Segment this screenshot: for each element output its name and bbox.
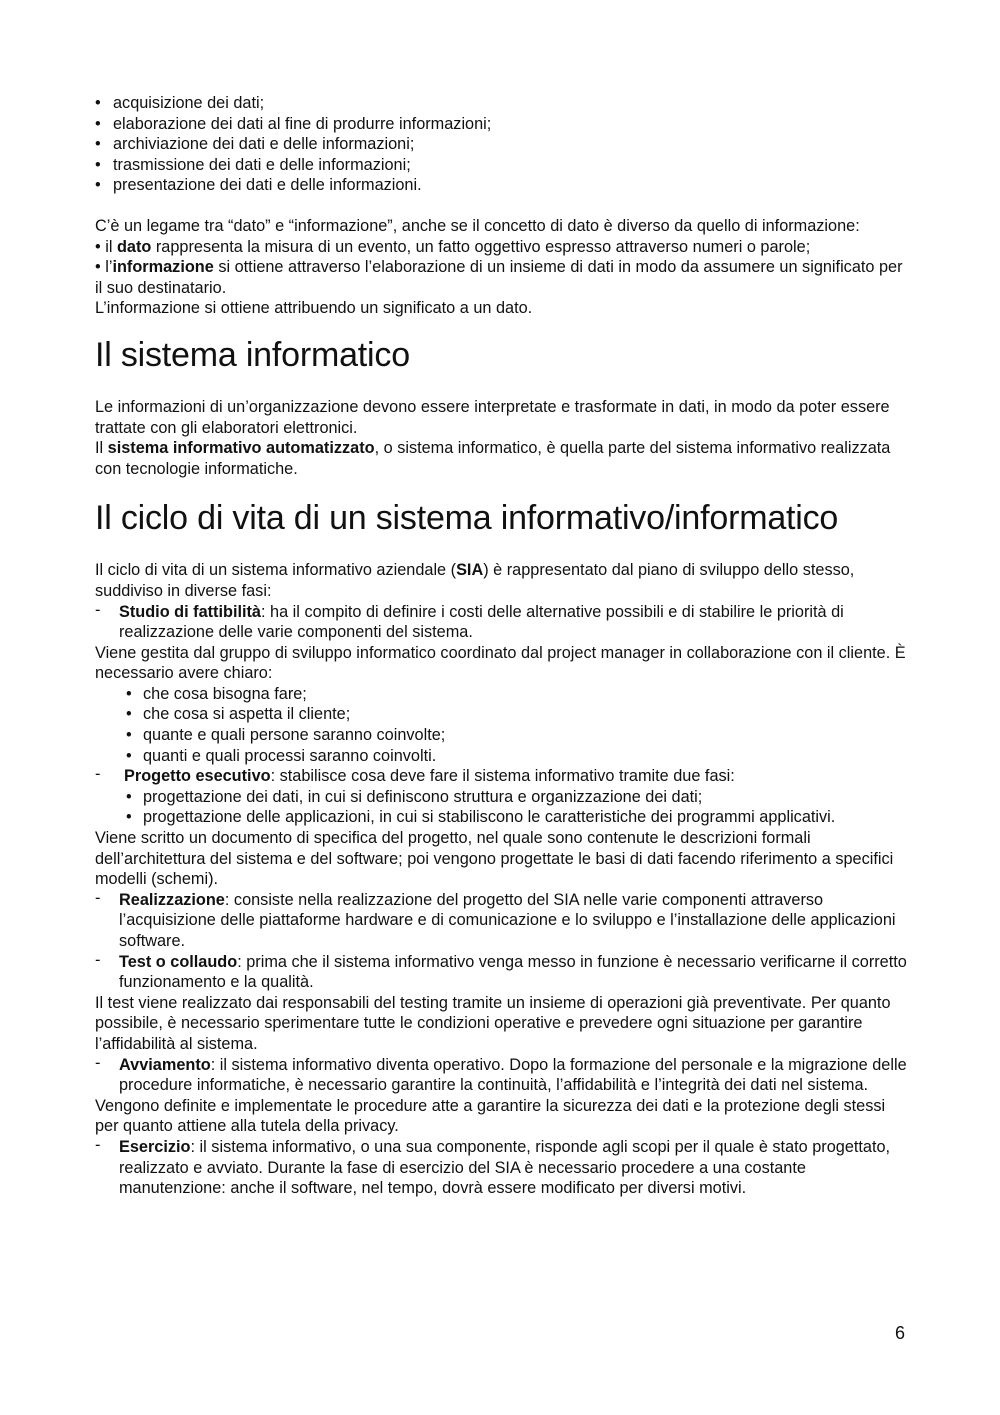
section1-paragraph: Le informazioni di un’organizzazione devono essere interpretate e trasformate in dati, in modo da poter essere trattate con gli elaboratori elettronici.: [95, 397, 890, 437]
list-item: • archiviazione dei dati e delle informazioni;: [95, 134, 910, 155]
dato-term: dato: [116, 237, 152, 256]
list-item: • elaborazione dei dati al fine di produrre informazioni;: [95, 114, 910, 135]
list-item: • trasmissione dei dati e delle informazioni;: [95, 155, 910, 176]
list-item: • acquisizione dei dati;: [95, 93, 910, 114]
phase-esercizio: - Esercizio: il sistema informativo, o una sua componente, risponde agli scopi per il quale è stato progettato, realizzato e avviato. Durante la fase di esercizio del SIA è necessario procedere a una costante manutenzione: anche il software, nel tempo, dovrà essere modificato per diversi motivi.: [95, 1135, 891, 1198]
phase-realizzazione: - Realizzazione: consiste nella realizzazione del progetto del SIA nelle varie componenti attraverso l’acquisizione delle piattaforme hardware e di comunicazione e lo sviluppo e l’installazione delle applicazioni software.: [95, 888, 896, 950]
informazione-term: informazione: [112, 258, 214, 277]
page-content: [95, 93, 910, 1199]
section-heading-sistema-informatico: Il sistema informatico: [95, 335, 410, 374]
dash-marker: -: [95, 950, 101, 969]
dato-info-intro: C’è un legame tra “dato” e “informazione”, anche se il concetto di dato è diverso da quello di informazione:: [95, 216, 860, 235]
phase-studio-fattibilita: - Studio di fattibilità: ha il compito di definire i costi delle alternative possibili e di stabilire le priorità di realizzazione delle varie componenti del sistema.: [95, 600, 844, 642]
dash-marker: -: [95, 1135, 101, 1154]
list-item: • progettazione delle applicazioni, in cui si stabiliscono le caratteristiche dei programmi applicativi.: [95, 807, 910, 828]
page-number: 6: [894, 1323, 905, 1343]
phase-title: Progetto esecutivo: [124, 767, 271, 786]
sia-term: SIA: [456, 561, 484, 580]
phase-title: Test o collaudo: [119, 952, 238, 971]
phase-avviamento: - Avviamento: il sistema informativo diventa operativo. Dopo la formazione del personale e la migrazione delle procedure informatiche, è necessario garantire la continuità, l’affidabilità e l’integrità dei dati nel sistema.: [95, 1053, 907, 1095]
sia-auto-term: sistema informativo automatizzato: [107, 439, 375, 458]
dash-marker: -: [95, 1053, 101, 1072]
phase4-description: Il test viene realizzato dai responsabili del testing tramite un insieme di operazioni già preventivate. Per quanto possibile, è necessario sperimentare tutte le condizioni operative e prevedere ogni situazione per garantire l’affidabilità al sistema.: [95, 993, 891, 1053]
intro-bullet-list: [95, 93, 910, 196]
dash-marker: -: [95, 888, 101, 907]
phase-title: Esercizio: [119, 1137, 191, 1156]
list-item: • che cosa si aspetta il cliente;: [95, 704, 910, 725]
phase-progetto-esecutivo: - Progetto esecutivo: stabilisce cosa deve fare il sistema informativo tramite due fasi:: [95, 765, 735, 786]
phase2-sub-list: [95, 787, 910, 828]
phase-title: Realizzazione: [119, 890, 225, 909]
phase1-sub-list: [95, 684, 910, 766]
phase2-description: Viene scritto un documento di specifica del progetto, nel quale sono contenute le descrizioni formali dell’architettura del sistema e del software; poi vengono progettate le basi di dati facendo riferimento a specifici modelli (schemi).: [95, 829, 894, 889]
dato-info-closing: L’informazione si ottiene attribuendo un significato a un dato.: [95, 299, 533, 318]
phase5-description: Vengono definite e implementate le procedure atte a garantire la sicurezza dei dati e la protezione degli stessi per quanto attiene alla tutela della privacy.: [95, 1096, 886, 1136]
list-item: • progettazione dei dati, in cui si definiscono struttura e organizzazione dei dati;: [95, 787, 910, 808]
dash-marker: -: [95, 600, 101, 619]
list-item: • che cosa bisogna fare;: [95, 684, 910, 705]
section-heading-ciclo-di-vita: Il ciclo di vita di un sistema informativo/informatico: [95, 499, 839, 538]
list-item: • quante e quali persone saranno coinvolte;: [95, 725, 910, 746]
phase-test-collaudo: - Test o collaudo: prima che il sistema informativo venga messo in funzione è necessario verificarne il corretto funzionamento e la qualità.: [95, 950, 907, 992]
list-item: • quanti e quali processi saranno coinvolti.: [95, 746, 910, 767]
dash-marker: -: [95, 765, 101, 784]
section1-paragraph: Il sistema informativo automatizzato, o sistema informatico, è quella parte del sistema informativo realizzata con tecnologie informatiche.: [95, 439, 891, 478]
phase-title: Studio di fattibilità: [119, 602, 261, 621]
dato-definition: • il dato rappresenta la misura di un evento, un fatto oggettivo espresso attraverso numeri o parole;: [95, 237, 811, 256]
section2-intro: Il ciclo di vita di un sistema informativo aziendale (SIA) è rappresentato dal piano di sviluppo dello stesso, suddiviso in diverse fasi:: [95, 561, 855, 600]
list-item: • presentazione dei dati e delle informazioni.: [95, 175, 910, 196]
phase-title: Avviamento: [119, 1055, 211, 1074]
informazione-definition: • l’informazione si ottiene attraverso l’elaborazione di un insieme di dati in modo da assumere un significato per il suo destinatario.: [95, 258, 903, 297]
phase1-description: Viene gestita dal gruppo di sviluppo informatico coordinato dal project manager in collaborazione con il cliente. È necessario avere chiaro:: [95, 643, 906, 683]
